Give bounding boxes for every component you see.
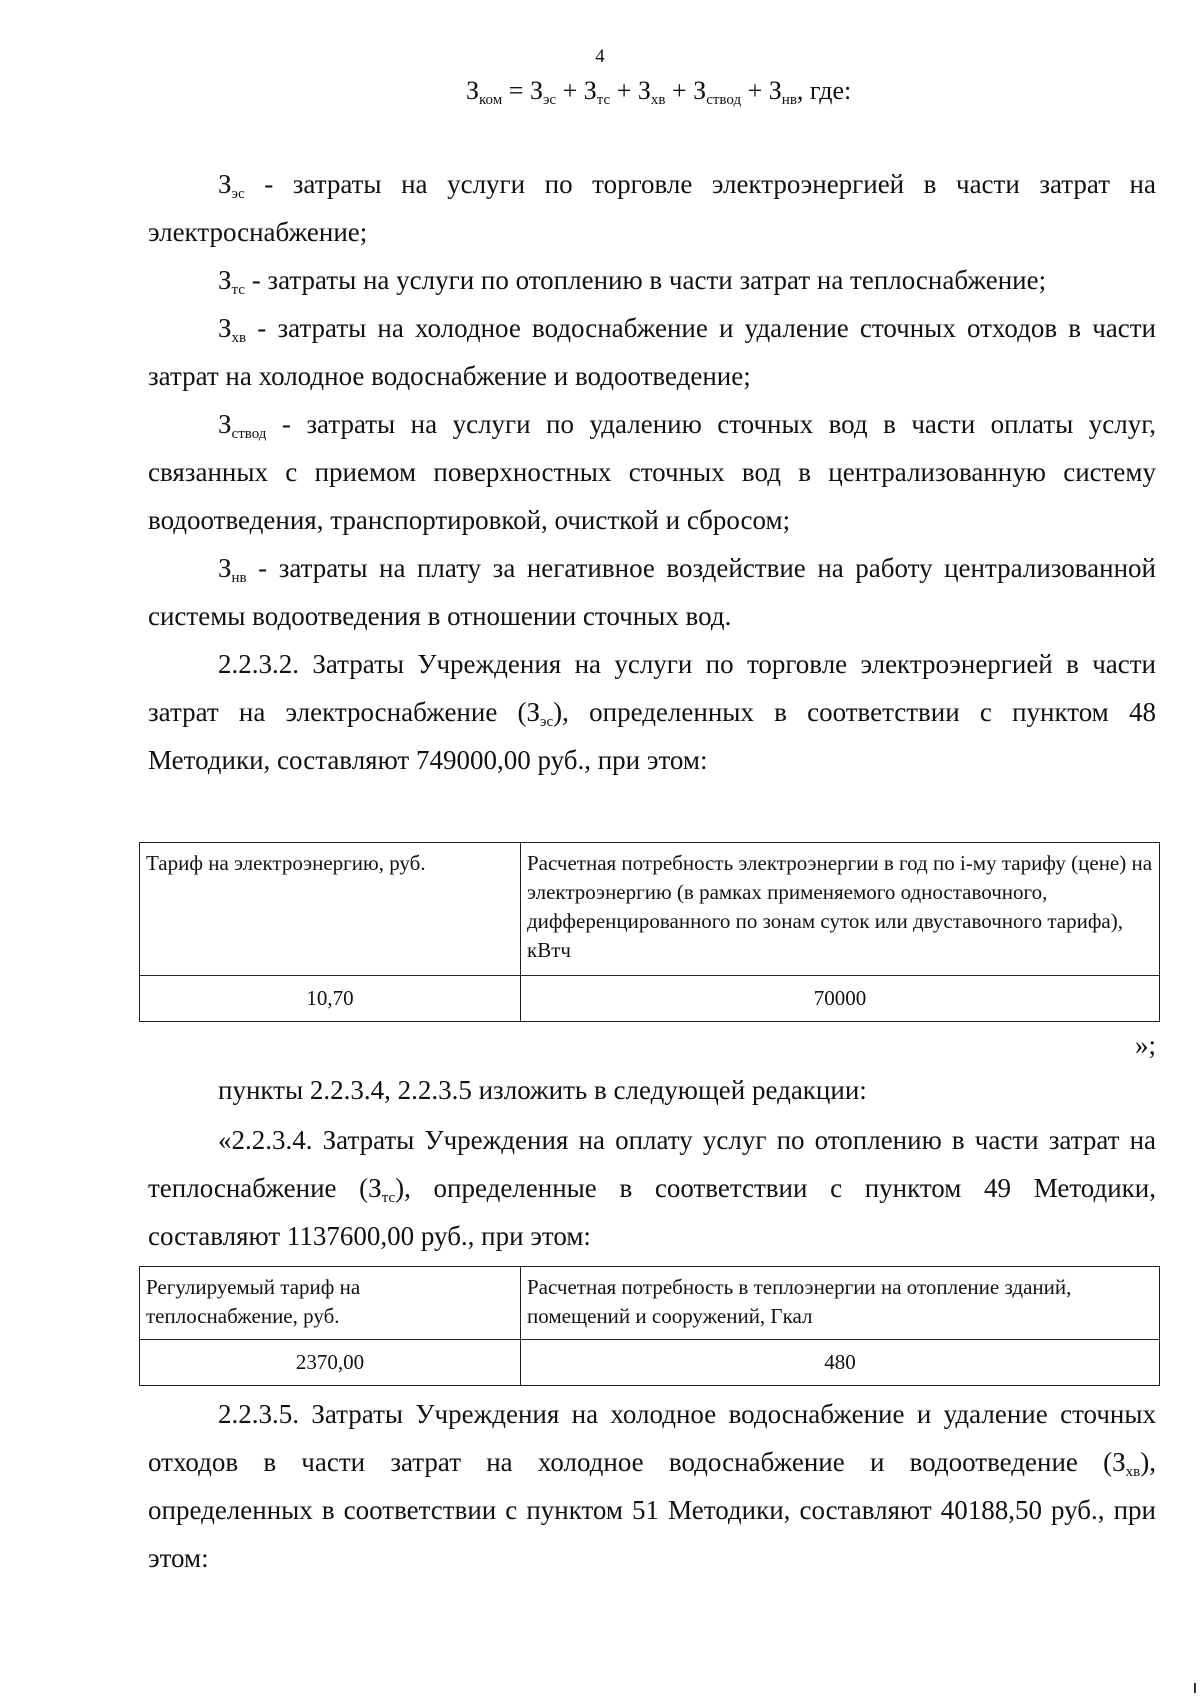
table-cell: 10,70 — [140, 976, 521, 1022]
table-header-row — [140, 1267, 1160, 1340]
definition-symbol: З — [218, 265, 232, 295]
definition-symbol: З — [218, 553, 232, 583]
formula-term-5-sub: нв — [781, 92, 797, 108]
paragraph-subscript: тс — [381, 1190, 396, 1206]
definition-text: - затраты на услуги по торговле электроэнергией в части затрат на электроснабжение; — [148, 169, 1156, 247]
cost-formula — [466, 76, 851, 109]
formula-tail: , где: — [796, 76, 852, 105]
table-cell: 2370,00 — [140, 1340, 521, 1386]
formula-term-5: З — [768, 76, 782, 105]
table-header-cell: Расчетная потребность электроэнергии в год по i-му тарифу (цене) на электроэнергию (в рамках применяемого одноставочного, дифференцированного по зонам суток или двуставочного тарифа), кВтч — [521, 843, 1160, 976]
definition-text: - затраты на услуги по удалению сточных вод в части оплаты услуг, связанных с приемом поверхностных сточных вод в централизованную систему водоотведения, транспортировкой, очисткой и сбросом; — [148, 409, 1156, 535]
paragraph-text: 2.2.3.2. Затраты Учреждения на услуги по торговле электроэнергией в части затрат на электроснабжение (З — [148, 649, 1156, 727]
formula-plus-1: + — [556, 76, 584, 105]
definition-symbol: З — [218, 313, 232, 343]
paragraph-2232 — [148, 640, 1156, 784]
definition-es — [148, 160, 1156, 256]
table-row — [140, 976, 1160, 1022]
paragraph-subscript: хв — [1125, 1464, 1141, 1480]
definition-subscript: тс — [231, 282, 245, 298]
paragraph-text: «2.2.3.4. Затраты Учреждения на оплату услуг по отоплению в части затрат на теплоснабжение (З — [148, 1125, 1156, 1203]
definition-text: - затраты на холодное водоснабжение и удаление сточных отходов в части затрат на холодное водоснабжение и водоотведение; — [148, 313, 1156, 391]
definition-text: - затраты на плату за негативное воздействие на работу централизованной системы водоотведения в отношении сточных вод. — [148, 553, 1156, 631]
formula-plus-3: + — [665, 76, 694, 105]
table-header-cell: Расчетная потребность в теплоэнергии на отопление зданий, помещений и сооружений, Гкал — [521, 1267, 1160, 1340]
formula-plus-4: + — [741, 76, 769, 105]
paragraph-2234 — [148, 1116, 1156, 1260]
paragraph-text: ), определенных в соответствии с пунктом 48 Методики, составляют 749000,00 руб., при этом: — [148, 697, 1156, 775]
formula-lhs-sub: ком — [479, 92, 503, 108]
page-number: 4 — [595, 46, 605, 67]
formula-term-3-sub: хв — [650, 92, 666, 108]
definition-stvod — [148, 400, 1156, 544]
definition-symbol: З — [218, 409, 232, 439]
formula-term-4-sub: ствод — [706, 92, 742, 108]
table-header-row — [140, 843, 1160, 976]
table-cell: 480 — [521, 1340, 1160, 1386]
definition-hv — [148, 304, 1156, 400]
definition-subscript: хв — [231, 330, 247, 346]
definition-symbol: З — [218, 169, 232, 199]
heating-tariff-table — [139, 1266, 1160, 1386]
paragraph-text: 2.2.3.5. Затраты Учреждения на холодное водоснабжение и удаление сточных отходов в части затрат на холодное водоснабжение и водоотведение (З — [148, 1399, 1156, 1477]
formula-eq: = — [502, 76, 530, 105]
table-cell: 70000 — [521, 976, 1160, 1022]
formula-term-2: З — [583, 76, 597, 105]
paragraph-text: ), определенные в соответствии с пунктом 49 Методики, составляют 1137600,00 руб., при этом: — [148, 1173, 1156, 1251]
definition-subscript: эс — [231, 186, 245, 202]
definition-text: - затраты на услуги по отоплению в части затрат на теплоснабжение; — [244, 265, 1047, 295]
table-row — [140, 1340, 1160, 1386]
scan-edge-mark — [1194, 1683, 1196, 1693]
formula-lhs: З — [466, 76, 480, 105]
paragraph-text: ), определенных в соответствии с пунктом 51 Методики, составляют 40188,50 руб., при этом: — [148, 1447, 1156, 1573]
table-header-cell: Регулируемый тариф на теплоснабжение, руб. — [140, 1267, 521, 1340]
paragraph-subscript: эс — [540, 714, 554, 730]
formula-term-3: З — [637, 76, 651, 105]
closing-quote: »; — [1134, 1030, 1156, 1060]
formula-term-4: З — [693, 76, 707, 105]
definition-ts — [148, 256, 1156, 304]
table-header-cell: Тариф на электроэнергию, руб. — [140, 843, 521, 976]
formula-term-1: З — [529, 76, 543, 105]
definition-subscript: нв — [231, 570, 247, 586]
paragraph-points-amendment: пункты 2.2.3.4, 2.2.3.5 изложить в следующей редакции: — [218, 1075, 867, 1105]
definition-nv — [148, 544, 1156, 640]
formula-term-2-sub: тс — [596, 92, 611, 108]
definition-subscript: ствод — [231, 426, 267, 442]
formula-plus-2: + — [610, 76, 638, 105]
paragraph-2235 — [148, 1390, 1156, 1582]
electricity-tariff-table — [139, 842, 1160, 1022]
formula-term-1-sub: эс — [542, 92, 557, 108]
